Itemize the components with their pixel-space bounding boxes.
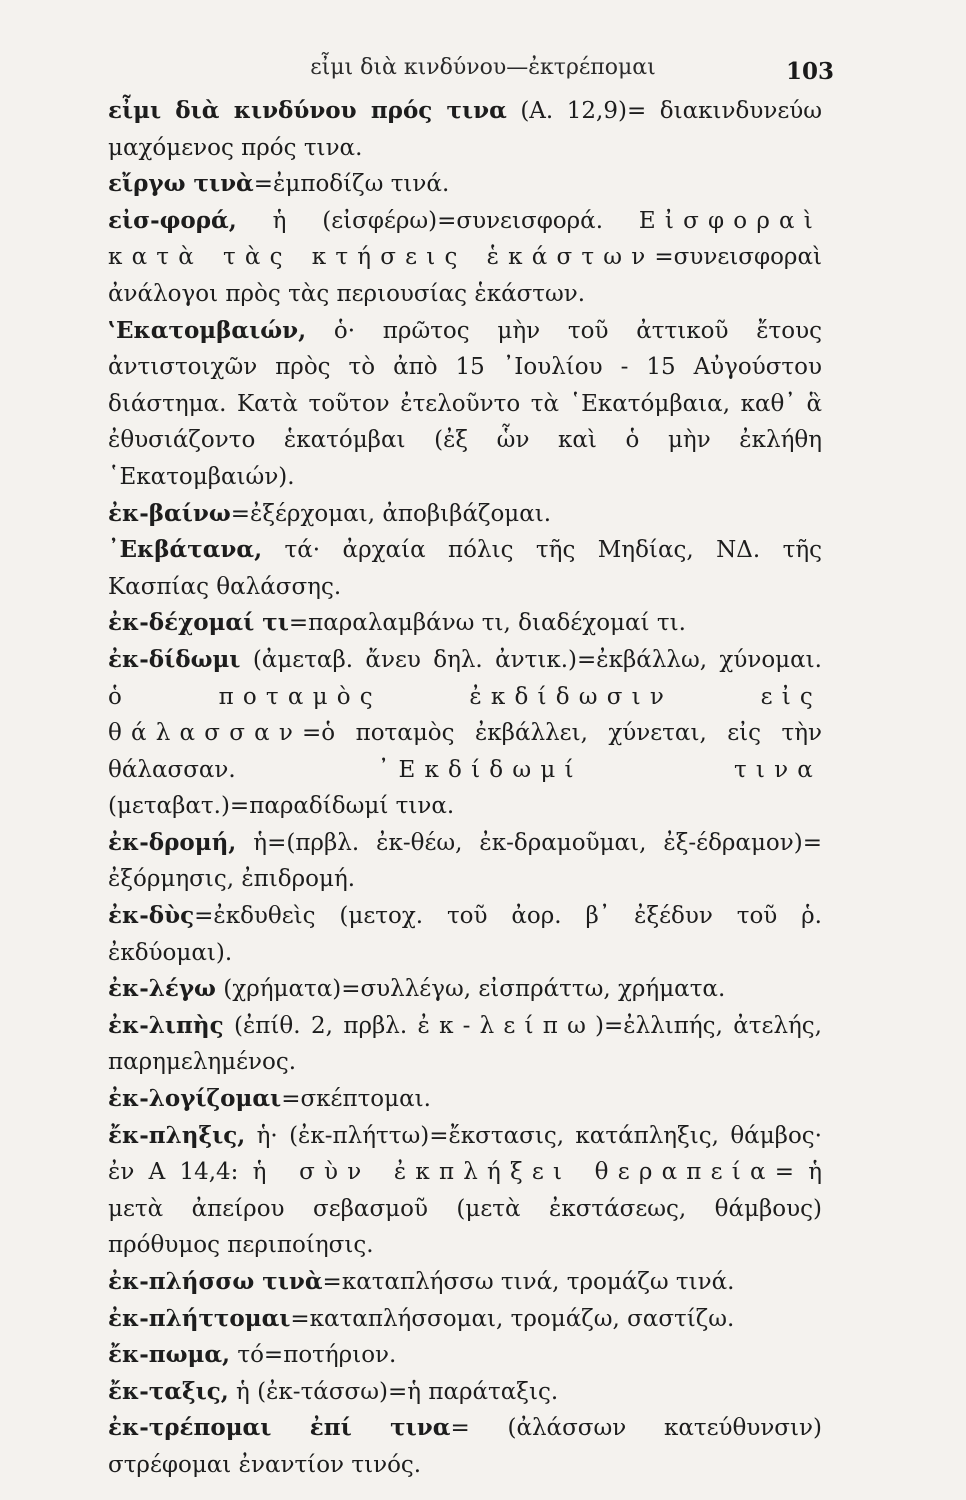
entry bbox=[108, 532, 822, 605]
headword: ἐκ-πλήσσω τινὰ bbox=[108, 1268, 323, 1295]
headword: ἐκ-δρομή, bbox=[108, 828, 237, 856]
headword: εἶμι διὰ κινδύνου πρός τινα bbox=[108, 97, 507, 124]
entry bbox=[108, 1264, 822, 1301]
entry bbox=[108, 1410, 822, 1483]
entry bbox=[108, 1008, 822, 1081]
definition: =καταπλήσσομαι, τρομάζω, σαστίζω. bbox=[290, 1305, 735, 1332]
definition: ἡ (εἰσφέρω)=συνεισφορά. bbox=[272, 207, 639, 234]
definition: =συνεισφοραὶ ἀνάλογοι πρὸς τὰς περιουσίας ἑκάστων. bbox=[108, 244, 822, 307]
headword: ἔκ-πωμα, bbox=[108, 1341, 231, 1369]
example-phrase: ὁ ποταμὸς ἐκδίδωσιν εἰς θάλασσαν bbox=[108, 683, 822, 747]
definition: ὁ· πρῶτος μὴν τοῦ ἀττικοῦ ἔτους ἀντιστοιχῶν πρὸς τὸ ἀπὸ 15 ᾽Ιουλίου - 15 Αὐγούστου διάστημα. Κατὰ τοῦτον ἐτελοῦντο τὰ ῾Εκατόμβαια, καθ᾽ ἃ ἐθυσιάζοντο ἑκατόμβαι (ἐξ ὧν καὶ ὁ μὴν ἐκλήθη ῾Εκατομβαιών). bbox=[108, 317, 822, 490]
headword: ἔκ-ταξις, bbox=[108, 1377, 229, 1405]
definition: = ἡ μετὰ ἀπείρου σεβασμοῦ (μετὰ ἐκστάσεως, θάμβους) πρόθυμος περιποίησις. bbox=[108, 1159, 822, 1259]
entry bbox=[108, 1301, 822, 1338]
headword: ἐκ-λογίζομαι bbox=[108, 1085, 282, 1113]
headword: ἐκ-πλήττομαι bbox=[108, 1304, 291, 1332]
headword: ἐκ-βαίνω bbox=[108, 499, 231, 527]
definition: τά· ἀρχαία πόλις τῆς Μηδίας, ΝΔ. τῆς Κασπίας θαλάσσης. bbox=[108, 537, 822, 600]
definition: )=ἐλλιπής, ἀτελής, παρημελημένος. bbox=[108, 1012, 822, 1076]
headword: εἰσ-φορά, bbox=[108, 206, 237, 234]
example-phrase: ἡ σὺν ἐκπλήξει θεραπεία bbox=[252, 1159, 775, 1186]
definition: ἡ· (ἐκ-πλήττω)=ἔκστασις, κατάπληξις, θάμβος· ἐν Α 14,4: bbox=[108, 1122, 822, 1186]
entry bbox=[108, 203, 822, 313]
entry bbox=[108, 93, 822, 166]
headword: ἐκ-λέγω bbox=[108, 975, 216, 1003]
headword: ἐκ-δὺς bbox=[108, 902, 195, 930]
example-phrase: ᾽Εκδίδωμί τινα bbox=[377, 756, 822, 783]
definition: (ἀμεταβ. ἄνευ δηλ. ἀντικ.)=ἐκβάλλω, χύνομαι. bbox=[240, 646, 822, 673]
entry bbox=[108, 898, 822, 971]
definition: τό=ποτήριον. bbox=[230, 1342, 397, 1369]
definition: =ἐμποδίζω τινά. bbox=[253, 171, 450, 198]
definition: (μεταβατ.)=παραδίδωμί τινα. bbox=[108, 793, 455, 820]
entry bbox=[108, 971, 822, 1008]
headword: ‛Εκατομβαιών, bbox=[108, 316, 307, 344]
definition: =ἐκδυθεὶς (μετοχ. τοῦ ἀορ. β᾽ ἐξέδυν τοῦ ῥ. ἐκδύομαι). bbox=[108, 903, 822, 966]
page-number: 103 bbox=[786, 58, 835, 85]
entry bbox=[108, 1374, 822, 1411]
definition: =καταπλήσσω τινά, τρομάζω τινά. bbox=[322, 1269, 735, 1295]
definition: =παραλαμβάνω τι, διαδέχομαί τι. bbox=[288, 610, 686, 637]
definition: (ἐπίθ. 2, πρβλ. bbox=[223, 1012, 418, 1039]
headword: εἴργω τινὰ bbox=[108, 170, 254, 198]
headword: ἐκ-δέχομαί τι bbox=[108, 609, 289, 637]
entry bbox=[108, 825, 822, 898]
definition: (χρήματα)=συλλέγω, εἰσπράττω, χρήματα. bbox=[215, 976, 726, 1003]
definition: ἡ (ἐκ-τάσσω)=ἡ παράταξις. bbox=[228, 1378, 559, 1405]
headword: ἐκ-δίδωμι bbox=[108, 645, 241, 673]
entry bbox=[108, 1337, 822, 1374]
entries-column bbox=[108, 93, 822, 1484]
entry bbox=[108, 642, 822, 825]
definition: = (ἀλάσσων κατεύθυνσιν) στρέφομαι ἐναντίον τινός. bbox=[108, 1415, 822, 1478]
definition: =ὁ ποταμὸς ἐκβάλλει, χύνεται, εἰς τὴν θάλασσαν. bbox=[108, 720, 822, 783]
definition: =σκέπτομαι. bbox=[281, 1086, 431, 1113]
definition: =ἐξέρχομαι, ἀποβιβάζομαι. bbox=[230, 500, 552, 527]
headword: ἐκ-λιπὴς bbox=[108, 1011, 224, 1039]
entry bbox=[108, 605, 822, 642]
example-phrase: ἐκ-λείπω bbox=[417, 1012, 596, 1039]
example-phrase: Εἰσφοραὶ κατὰ τὰς κτήσεις ἑκάστων bbox=[108, 207, 822, 271]
headword: ἐκ-τρέπομαι ἐπί τινα bbox=[108, 1414, 451, 1442]
entry bbox=[108, 313, 822, 496]
headword: ἔκ-πληξις, bbox=[108, 1121, 246, 1149]
entry bbox=[108, 496, 822, 533]
entry bbox=[108, 1118, 822, 1264]
entry bbox=[108, 1081, 822, 1118]
running-head: εἶμι διὰ κινδύνου—ἐκτρέπομαι bbox=[310, 55, 656, 80]
definition: ἡ=(πρβλ. ἐκ-θέω, ἐκ-δραμοῦμαι, ἐξ-έδραμον)= ἐξόρμησις, ἐπιδρομή. bbox=[108, 829, 822, 893]
headword: ᾽Εκβάτανα, bbox=[108, 536, 263, 564]
definition: (Α. 12,9)= διακινδυνεύω μαχόμενος πρός τινα. bbox=[108, 98, 822, 161]
entry bbox=[108, 166, 822, 203]
